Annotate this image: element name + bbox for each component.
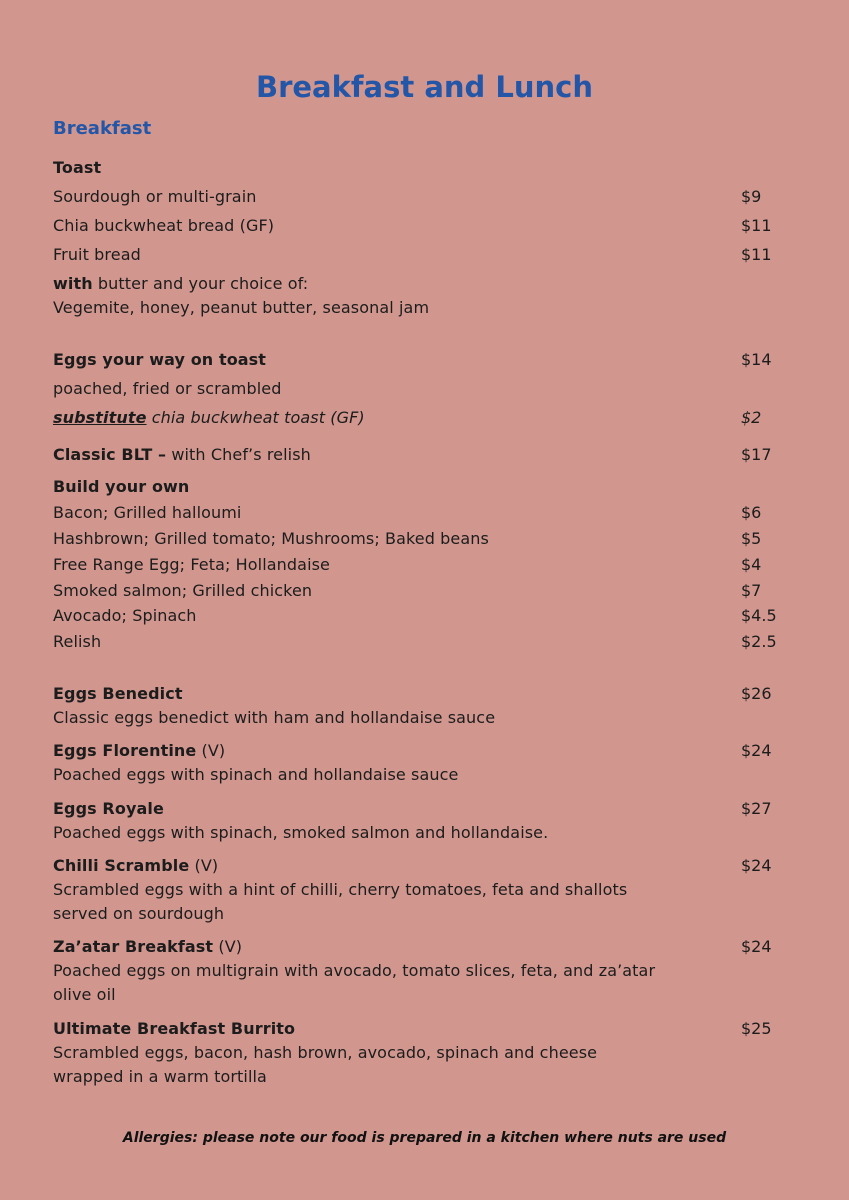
toast-with-line bbox=[53, 274, 308, 293]
menu-item-name: Hashbrown; Grilled tomato; Mushrooms; Baked beans bbox=[53, 529, 489, 548]
substitute-price: $2 bbox=[741, 408, 762, 427]
dish-description: with Chef’s relish bbox=[166, 445, 311, 464]
menu-item-name: Sourdough or multi-grain bbox=[53, 187, 257, 206]
dish-description: Poached eggs with spinach and hollandaise sauce bbox=[53, 765, 459, 784]
menu-item-price: $11 bbox=[741, 216, 772, 235]
dish-name: Eggs Florentine bbox=[53, 741, 197, 760]
dish-tag: (V) bbox=[189, 856, 219, 875]
menu-item-name: Relish bbox=[53, 632, 102, 651]
dish-price: $14 bbox=[741, 350, 772, 369]
allergy-note: Allergies: please note our food is prepared in a kitchen where nuts are used bbox=[122, 1130, 727, 1146]
dish-name: Za’atar Breakfast bbox=[53, 937, 214, 956]
dish-title-line bbox=[53, 684, 183, 703]
dish-description: olive oil bbox=[53, 985, 116, 1004]
section-title: Breakfast bbox=[53, 118, 152, 139]
dish-name: Eggs your way on toast bbox=[53, 350, 267, 369]
blt-line bbox=[53, 445, 311, 464]
menu-item-name: Free Range Egg; Feta; Hollandaise bbox=[53, 555, 331, 574]
menu-item-name: Smoked salmon; Grilled chicken bbox=[53, 581, 313, 600]
menu-item-name: Avocado; Spinach bbox=[53, 606, 197, 625]
dish-description: Classic eggs benedict with ham and hollandaise sauce bbox=[53, 708, 496, 727]
menu-item-price: $7 bbox=[741, 581, 762, 600]
toast-spreads: Vegemite, honey, peanut butter, seasonal jam bbox=[53, 298, 430, 317]
dish-price: $17 bbox=[741, 445, 772, 464]
menu-item-name: Chia buckwheat bread (GF) bbox=[53, 216, 275, 235]
dish-description: Poached eggs with spinach, smoked salmon and hollandaise. bbox=[53, 823, 549, 842]
substitute-line bbox=[53, 408, 365, 427]
dish-name: Ultimate Breakfast Burrito bbox=[53, 1019, 296, 1038]
dish-price: $24 bbox=[741, 937, 772, 956]
dish-price: $26 bbox=[741, 684, 772, 703]
dish-description: Poached eggs on multigrain with avocado, tomato slices, feta, and za’atar bbox=[53, 961, 656, 980]
menu-item-price: $2.5 bbox=[741, 632, 777, 651]
page-title: Breakfast and Lunch bbox=[255, 70, 593, 104]
dish-price: $25 bbox=[741, 1019, 772, 1038]
menu-item-price: $5 bbox=[741, 529, 762, 548]
menu-item-price: $4 bbox=[741, 555, 762, 574]
dish-title-line bbox=[53, 799, 164, 818]
with-label: with bbox=[53, 274, 93, 293]
menu-item-name: Bacon; Grilled halloumi bbox=[53, 503, 242, 522]
build-heading: Build your own bbox=[53, 477, 190, 496]
dish-description: Scrambled eggs with a hint of chilli, cherry tomatoes, feta and shallots bbox=[53, 880, 628, 899]
dish-description: wrapped in a warm tortilla bbox=[53, 1067, 267, 1086]
dish-tag: (V) bbox=[196, 741, 226, 760]
dish-title-line bbox=[53, 741, 225, 760]
menu-item-name: Fruit bread bbox=[53, 245, 141, 264]
menu-item-price: $4.5 bbox=[741, 606, 777, 625]
dish-title-line bbox=[53, 1019, 295, 1038]
dish-title-line bbox=[53, 937, 242, 956]
menu-item-price: $9 bbox=[741, 187, 762, 206]
dish-description: served on sourdough bbox=[53, 904, 225, 923]
dish-tag: (V) bbox=[213, 937, 243, 956]
dish-description: Scrambled eggs, bacon, hash brown, avocado, spinach and cheese bbox=[53, 1043, 598, 1062]
menu-item-price: $11 bbox=[741, 245, 772, 264]
dish-name: Chilli Scramble bbox=[53, 856, 190, 875]
dish-name: Classic BLT – bbox=[53, 445, 167, 464]
substitute-label: substitute bbox=[53, 408, 147, 427]
menu-item-price: $6 bbox=[741, 503, 762, 522]
dish-price: $27 bbox=[741, 799, 772, 818]
dish-title-line bbox=[53, 856, 218, 875]
substitute-text: chia buckwheat toast (GF) bbox=[146, 408, 365, 427]
dish-name: Eggs Royale bbox=[53, 799, 164, 818]
dish-name: Eggs Benedict bbox=[53, 684, 183, 703]
dish-price: $24 bbox=[741, 856, 772, 875]
with-text: butter and your choice of: bbox=[92, 274, 309, 293]
dish-description: poached, fried or scrambled bbox=[53, 379, 282, 398]
toast-heading: Toast bbox=[53, 158, 102, 177]
dish-price: $24 bbox=[741, 741, 772, 760]
